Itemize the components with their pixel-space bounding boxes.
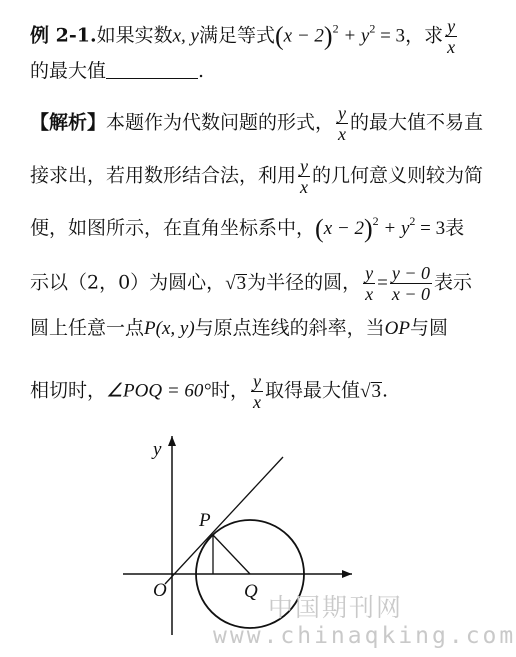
- problem-line2-text: 的最大值: [30, 60, 107, 82]
- equation-rhs: = 3: [375, 25, 406, 47]
- paren-close: ): [363, 214, 373, 243]
- label-y: y: [153, 439, 162, 460]
- equation-exp2: 2: [369, 21, 376, 36]
- equals-sign: =: [377, 272, 388, 294]
- angle-poq: ∠POQ = 60°: [106, 380, 212, 402]
- watermark-cn: 中国期刊网: [268, 593, 404, 622]
- equation-base: x − 2: [323, 218, 364, 239]
- fraction2-den: x − 0: [391, 284, 430, 304]
- solution-l1a: 本题作为代数问题的形式，: [106, 111, 335, 134]
- sqrt-three: √3: [225, 272, 247, 294]
- problem-label: 例 2-1.: [30, 24, 97, 47]
- label-p: P: [199, 510, 211, 531]
- paren-open: (: [315, 214, 324, 243]
- fraction2-num: y − 0: [391, 263, 430, 283]
- radius-pq: [213, 535, 250, 574]
- sqrt-radicand: 3: [236, 272, 247, 294]
- segment-op: OP: [384, 318, 410, 339]
- solution-l3b: 表: [445, 217, 465, 239]
- solution-l1b: 的最大值不易直: [350, 111, 484, 134]
- problem-vars: x, y: [172, 25, 199, 47]
- label-o: O: [153, 580, 167, 601]
- watermark-url: www.chinaqking.com: [213, 623, 516, 649]
- problem-text-a: 如果实数: [96, 24, 173, 47]
- fraction-den: x: [338, 124, 347, 144]
- y-axis-arrow: [168, 436, 176, 446]
- fraction-num: y: [338, 103, 347, 123]
- solution-l5b: 与原点连线的斜率，当: [194, 317, 385, 339]
- sqrt-three: √3: [360, 380, 381, 402]
- solution-l6b: 时，: [211, 379, 250, 402]
- solution-l4a: 示以（2，0）为圆心，: [30, 271, 226, 294]
- equation-exp2: 2: [409, 214, 416, 228]
- solution-l4c: 表示: [434, 271, 473, 294]
- solution-l6c: 取得最大值: [265, 379, 361, 402]
- fraction-den: x: [365, 284, 374, 304]
- solution-tag: 【解析】: [30, 111, 107, 134]
- label-q: Q: [244, 581, 258, 602]
- solution-l3a: 便，如图所示，在直角坐标系中，: [30, 217, 316, 239]
- point-p-expression: P(x, y): [144, 318, 195, 339]
- solution-l2a: 接求出，若用数形结合法，利用: [30, 164, 297, 187]
- fraction-den: x: [253, 392, 262, 412]
- fraction-num: y: [300, 156, 309, 176]
- solution-l6-end: .: [382, 379, 389, 402]
- sqrt-radicand: 3: [371, 380, 381, 402]
- equation-plus: + y: [378, 218, 410, 239]
- x-axis-arrow: [342, 570, 352, 578]
- tangent-line: [165, 457, 283, 584]
- paren-open: (: [274, 21, 284, 51]
- solution-l5a: 圆上任意一点: [30, 317, 145, 339]
- equation-exp: 2: [332, 21, 339, 36]
- equation-plus: + y: [338, 25, 370, 47]
- problem-text-c: ，求: [405, 24, 444, 47]
- fraction-num: y: [253, 371, 262, 391]
- paren-close: ): [323, 21, 333, 51]
- equation-exp: 2: [372, 214, 379, 228]
- solution-l4b: 为半径的圆，: [247, 271, 362, 294]
- problem-text-b: 满足等式: [198, 24, 275, 47]
- fraction-num: y: [365, 263, 374, 283]
- solution-l5c: 与圆: [410, 317, 449, 339]
- fraction-den: x: [300, 177, 309, 197]
- fraction-den: x: [447, 37, 456, 57]
- fraction-num: y: [447, 16, 456, 36]
- equation-rhs: = 3: [415, 218, 446, 239]
- problem-line2-end: .: [198, 60, 205, 82]
- solution-l2b: 的几何意义则较为简: [312, 164, 484, 187]
- equation-base: x − 2: [283, 25, 324, 47]
- solution-l6a: 相切时，: [30, 379, 107, 402]
